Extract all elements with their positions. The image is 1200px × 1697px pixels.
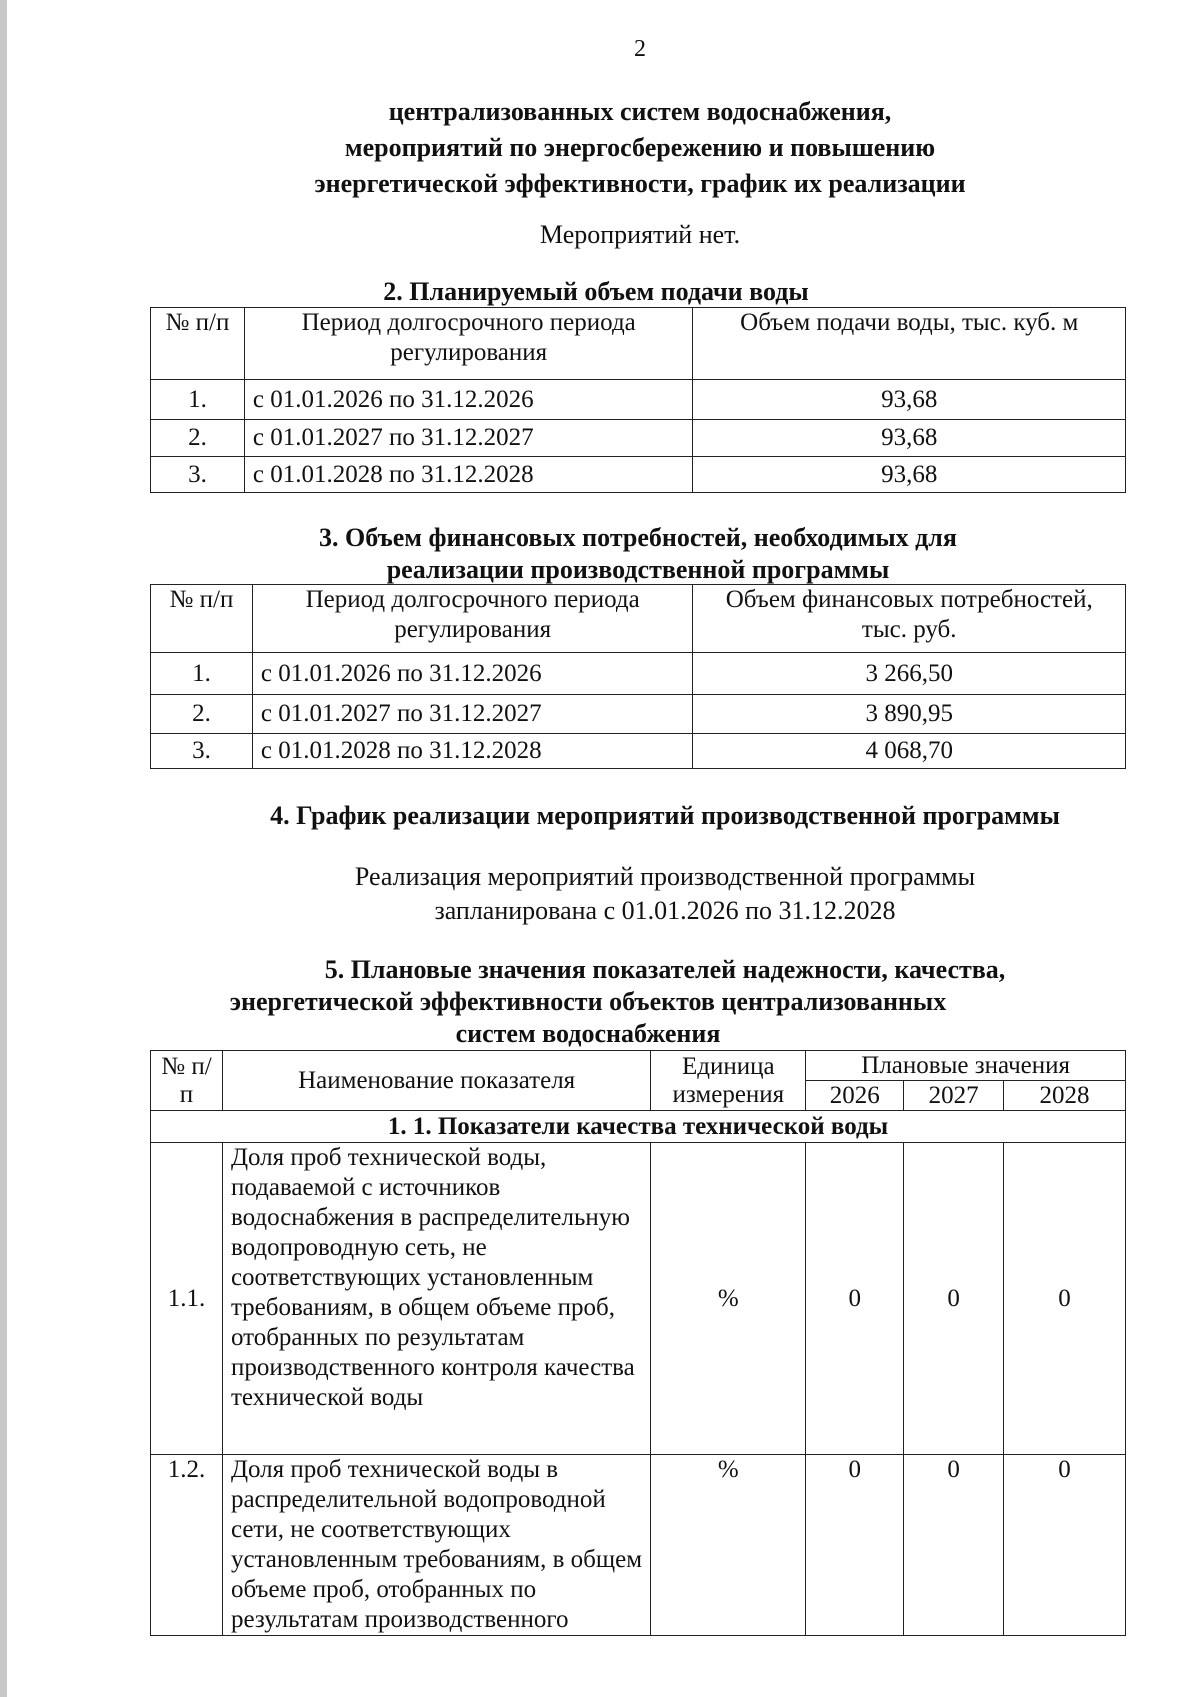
table-row bbox=[151, 380, 1126, 420]
header-period: Период долгосрочного периода регулирования bbox=[252, 585, 693, 653]
row-value: 93,68 bbox=[693, 420, 1126, 457]
table-row bbox=[151, 734, 1126, 769]
row-name: Доля проб технической воды, подаваемой с источников водоснабжения в распределительную водопроводную сеть, не соответствующих установленным требованиям, в общем объеме проб, отобранных по результатам производственного контроля качества технической воды bbox=[222, 1143, 650, 1455]
row-num: 1.2. bbox=[151, 1455, 223, 1636]
row-value: 93,68 bbox=[693, 380, 1126, 420]
section4-text-line-2: запланирована с 01.01.2026 по 31.12.2028 bbox=[434, 896, 896, 925]
row-num: 2. bbox=[151, 695, 253, 734]
row-num: 1. bbox=[151, 380, 245, 420]
row-value-2027: 0 bbox=[904, 1455, 1004, 1636]
page-number: 2 bbox=[634, 36, 646, 62]
section2-title: 2. Планируемый объем подачи воды bbox=[383, 277, 809, 306]
section5-title bbox=[150, 954, 1180, 986]
section5-title-line-3: систем водоснабжения bbox=[455, 1019, 721, 1048]
row-period: с 01.01.2028 по 31.12.2028 bbox=[244, 457, 693, 493]
row-period: с 01.01.2027 по 31.12.2027 bbox=[244, 420, 693, 457]
indicators-table bbox=[150, 1050, 1126, 1636]
row-value: 3 266,50 bbox=[693, 653, 1126, 695]
header-period: Период долгосрочного периода регулирования bbox=[244, 308, 693, 380]
header-num: № п/п bbox=[151, 308, 245, 380]
row-num: 3. bbox=[151, 457, 245, 493]
no-measures-text: Мероприятий нет. bbox=[539, 220, 741, 249]
table-header-row bbox=[151, 585, 1126, 653]
row-value-2028: 0 bbox=[1004, 1455, 1126, 1636]
group-row bbox=[151, 1111, 1126, 1143]
row-period: с 01.01.2026 по 31.12.2026 bbox=[252, 653, 693, 695]
row-value-2028: 0 bbox=[1004, 1143, 1126, 1455]
header-value: Объем финансовых потребностей, тыс. руб. bbox=[693, 585, 1126, 653]
table-row bbox=[151, 1143, 1126, 1455]
row-value: 4 068,70 bbox=[693, 734, 1126, 769]
header-unit: Единица измерения bbox=[651, 1051, 806, 1111]
row-unit: % bbox=[651, 1143, 806, 1455]
header-num: № п/п bbox=[151, 585, 253, 653]
row-period: с 01.01.2028 по 31.12.2028 bbox=[252, 734, 693, 769]
intro-heading-line-2: мероприятий по энергосбережению и повышению bbox=[344, 133, 936, 162]
section3-title-line-1: 3. Объем финансовых потребностей, необходимых для bbox=[319, 523, 957, 552]
section3-title bbox=[150, 522, 1126, 586]
header-planned-values: Плановые значения bbox=[806, 1051, 1126, 1081]
financial-needs-table bbox=[150, 584, 1126, 769]
table-row bbox=[151, 420, 1126, 457]
scan-left-edge bbox=[0, 0, 7, 1697]
table-row bbox=[151, 457, 1126, 493]
row-num: 3. bbox=[151, 734, 253, 769]
row-period: с 01.01.2026 по 31.12.2026 bbox=[244, 380, 693, 420]
header-year-2028: 2028 bbox=[1004, 1081, 1126, 1111]
row-value: 3 890,95 bbox=[693, 695, 1126, 734]
section4-text bbox=[150, 860, 1180, 928]
supply-volume-table bbox=[150, 307, 1126, 493]
table-row bbox=[151, 653, 1126, 695]
header-year-2027: 2027 bbox=[904, 1081, 1004, 1111]
row-num: 2. bbox=[151, 420, 245, 457]
table-row bbox=[151, 695, 1126, 734]
row-num: 1. bbox=[151, 653, 253, 695]
section4-text-line-1: Реализация мероприятий производственной программы bbox=[354, 862, 976, 891]
group-quality-title: 1. 1. Показатели качества технической воды bbox=[151, 1111, 1126, 1143]
row-period: с 01.01.2027 по 31.12.2027 bbox=[252, 695, 693, 734]
section5-title-line-2: энергетической эффективности объектов централизованных bbox=[229, 987, 947, 1016]
header-year-2026: 2026 bbox=[806, 1081, 904, 1111]
section5-title-line-1: 5. Плановые значения показателей надежности, качества, bbox=[324, 955, 1006, 984]
section5-title-cont bbox=[150, 986, 1026, 1050]
table-row bbox=[151, 1455, 1126, 1636]
row-value: 93,68 bbox=[693, 457, 1126, 493]
section3-title-line-2: реализации производственной программы bbox=[386, 555, 890, 584]
row-value-2027: 0 bbox=[904, 1143, 1004, 1455]
section4-title: 4. График реализации мероприятий производственной программы bbox=[270, 801, 1060, 830]
intro-heading-line-1: централизованных систем водоснабжения, bbox=[388, 97, 892, 126]
row-num: 1.1. bbox=[151, 1143, 223, 1455]
row-unit: % bbox=[651, 1455, 806, 1636]
intro-heading-line-3: энергетической эффективности, график их реализации bbox=[314, 169, 966, 198]
table-header-row bbox=[151, 308, 1126, 380]
row-value-2026: 0 bbox=[806, 1455, 904, 1636]
table-header-row bbox=[151, 1051, 1126, 1081]
intro-heading bbox=[0, 94, 1200, 202]
header-num: № п/п bbox=[151, 1051, 223, 1111]
header-name: Наименование показателя bbox=[222, 1051, 650, 1111]
row-name: Доля проб технической воды в распределительной водопроводной сети, не соответствующих установленным требованиям, в общем объеме проб, отобранных по результатам производственного bbox=[222, 1455, 650, 1636]
header-value: Объем подачи воды, тыс. куб. м bbox=[693, 308, 1126, 380]
row-value-2026: 0 bbox=[806, 1143, 904, 1455]
